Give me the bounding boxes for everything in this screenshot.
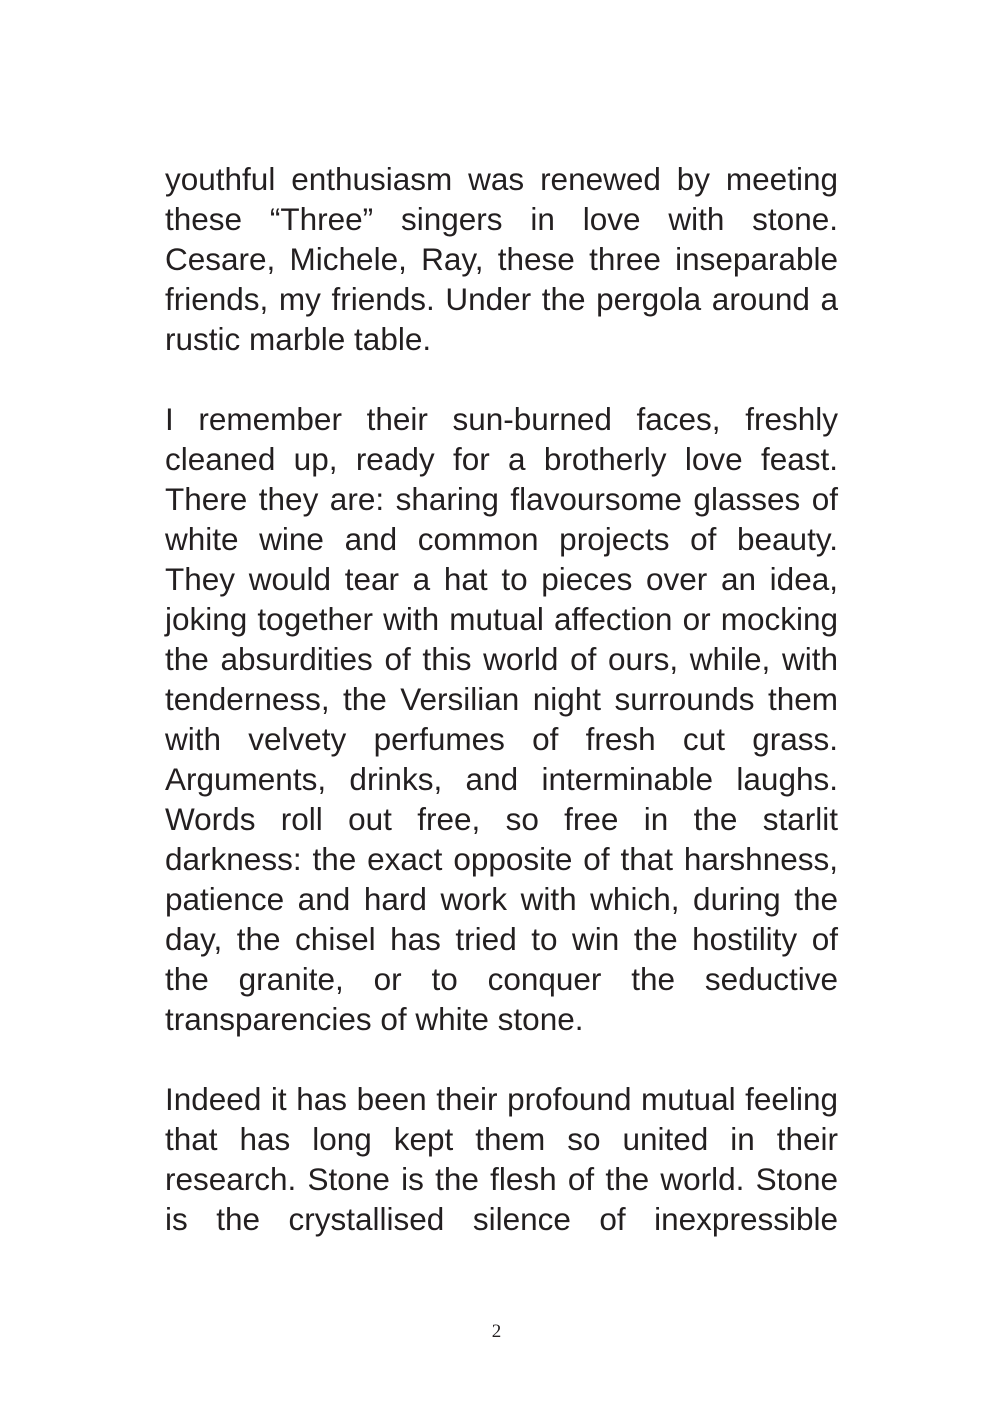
page-number: 2 xyxy=(491,1321,502,1342)
body-text xyxy=(165,159,838,1239)
paragraph-1: youthful enthusiasm was renewed by meeting these “Three” singers in love with stone. Cesare, Michele, Ray, these three inseparable friends, my friends. Under the pergola around a rustic marble table. xyxy=(165,161,838,357)
paragraph-2: I remember their sun-burned faces, freshly cleaned up, ready for a brotherly love feast. There they are: sharing flavoursome glasses of white wine and common projects of beauty. They would tear a hat to pieces over an idea, joking together with mutual affection or mocking the absurdities of this world of ours, while, with tenderness, the Versilian night surrounds them with velvety perfumes of fresh cut grass. Arguments, drinks, and interminable laughs. Words roll out free, so free in the starlit darkness: the exact opposite of that harshness, patience and hard work with which, during the day, the chisel has tried to win the hostility of the granite, or to conquer the seductive transparencies of white stone. xyxy=(165,401,838,1037)
paragraph-3: Indeed it has been their profound mutual feeling that has long kept them so united in their research. Stone is the flesh of the world. Stone is the crystallised silence of inexpressible xyxy=(165,1081,838,1237)
